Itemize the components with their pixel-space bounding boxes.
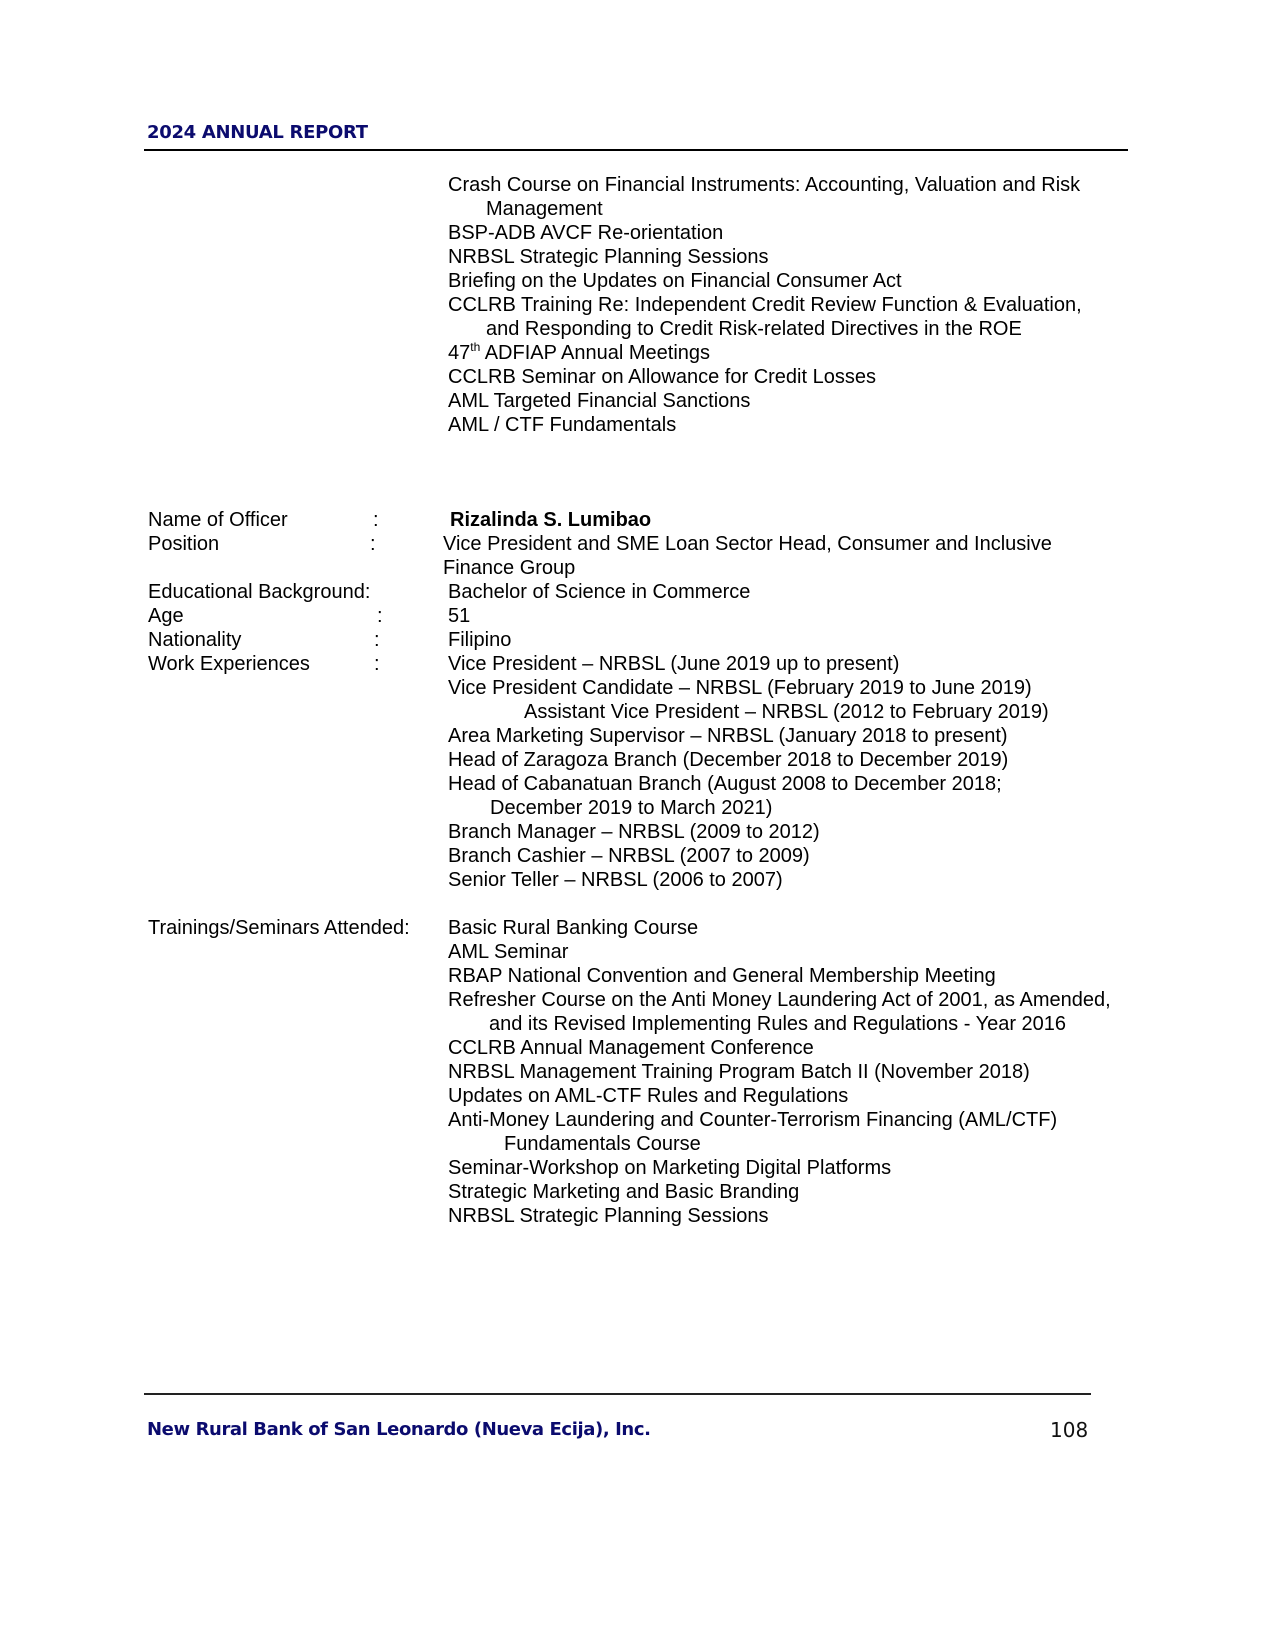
list-item: AML Targeted Financial Sanctions [448, 390, 751, 412]
list-item: CCLRB Annual Management Conference [448, 1037, 814, 1059]
colon: : [374, 653, 380, 675]
list-item-continuation: and Responding to Credit Risk-related Directives in the ROE [486, 318, 1022, 340]
list-item: Updates on AML-CTF Rules and Regulations [448, 1085, 849, 1107]
list-item: NRBSL Strategic Planning Sessions [448, 246, 769, 268]
list-item: Branch Cashier – NRBSL (2007 to 2009) [448, 845, 810, 867]
list-item: Anti-Money Laundering and Counter-Terrorism Financing (AML/CTF) [448, 1109, 1058, 1131]
ordinal-number: 47 [448, 342, 471, 364]
list-item: Crash Course on Financial Instruments: Accounting, Valuation and Risk [448, 174, 1081, 196]
list-item: RBAP National Convention and General Membership Meeting [448, 965, 996, 987]
list-item: Area Marketing Supervisor – NRBSL (January 2018 to present) [448, 725, 1008, 747]
list-item: Briefing on the Updates on Financial Consumer Act [448, 270, 902, 292]
list-item-continuation: and its Revised Implementing Rules and Regulations - Year 2016 [489, 1013, 1067, 1035]
list-item: NRBSL Management Training Program Batch II (November 2018) [448, 1061, 1030, 1083]
nationality-label: Nationality [148, 629, 242, 651]
education-value: Bachelor of Science in Commerce [448, 581, 751, 603]
list-item-continuation: Fundamentals Course [504, 1133, 701, 1155]
list-item: Basic Rural Banking Course [448, 917, 699, 939]
list-item: AML Seminar [448, 941, 569, 963]
name-label: Name of Officer [148, 509, 288, 531]
list-item: Branch Manager – NRBSL (2009 to 2012) [448, 821, 820, 843]
list-item: Vice President Candidate – NRBSL (February 2019 to June 2019) [448, 677, 1032, 699]
list-item: BSP-ADB AVCF Re-orientation [448, 222, 724, 244]
list-item: Seminar-Workshop on Marketing Digital Platforms [448, 1157, 892, 1179]
colon: : [370, 533, 376, 555]
position-value-continuation: Finance Group [443, 557, 576, 579]
page-number: 108 [1050, 1418, 1089, 1442]
education-label: Educational Background: [148, 581, 371, 603]
list-item: Strategic Marketing and Basic Branding [448, 1181, 800, 1203]
nationality-value: Filipino [448, 629, 512, 651]
ordinal-suffix: th [470, 340, 481, 354]
list-item: NRBSL Strategic Planning Sessions [448, 1205, 769, 1227]
list-item: CCLRB Training Re: Independent Credit Review Function & Evaluation, [448, 294, 1082, 316]
officer-name: Rizalinda S. Lumibao [450, 509, 652, 531]
list-item: Head of Cabanatuan Branch (August 2008 to December 2018; [448, 773, 1002, 795]
list-item: Assistant Vice President – NRBSL (2012 to February 2019) [524, 701, 1049, 723]
list-item: Senior Teller – NRBSL (2006 to 2007) [448, 869, 783, 891]
list-item: Vice President – NRBSL (June 2019 up to present) [448, 653, 900, 675]
list-item [448, 341, 710, 365]
list-item: CCLRB Seminar on Allowance for Credit Losses [448, 366, 876, 388]
list-item-continuation: Management [486, 198, 603, 220]
position-label: Position [148, 533, 220, 555]
work-experiences-label: Work Experiences [148, 653, 310, 675]
age-value: 51 [448, 605, 471, 627]
footer-bank-name: New Rural Bank of San Leonardo (Nueva Ecija), Inc. [147, 1419, 651, 1440]
age-label: Age [148, 605, 184, 627]
trainings-label: Trainings/Seminars Attended: [148, 917, 410, 939]
list-item-continuation: December 2019 to March 2021) [490, 797, 773, 819]
header-divider [144, 149, 1128, 151]
list-item: Head of Zaragoza Branch (December 2018 to December 2019) [448, 749, 1009, 771]
position-value: Vice President and SME Loan Sector Head, Consumer and Inclusive [443, 533, 1052, 555]
report-header-title: 2024 ANNUAL REPORT [147, 122, 368, 143]
list-item: Refresher Course on the Anti Money Laundering Act of 2001, as Amended, [448, 989, 1111, 1011]
colon: : [377, 605, 383, 627]
list-item: AML / CTF Fundamentals [448, 414, 677, 436]
colon: : [374, 629, 380, 651]
colon: : [373, 509, 379, 531]
footer-divider [144, 1393, 1091, 1395]
list-item-text: ADFIAP Annual Meetings [484, 342, 711, 364]
